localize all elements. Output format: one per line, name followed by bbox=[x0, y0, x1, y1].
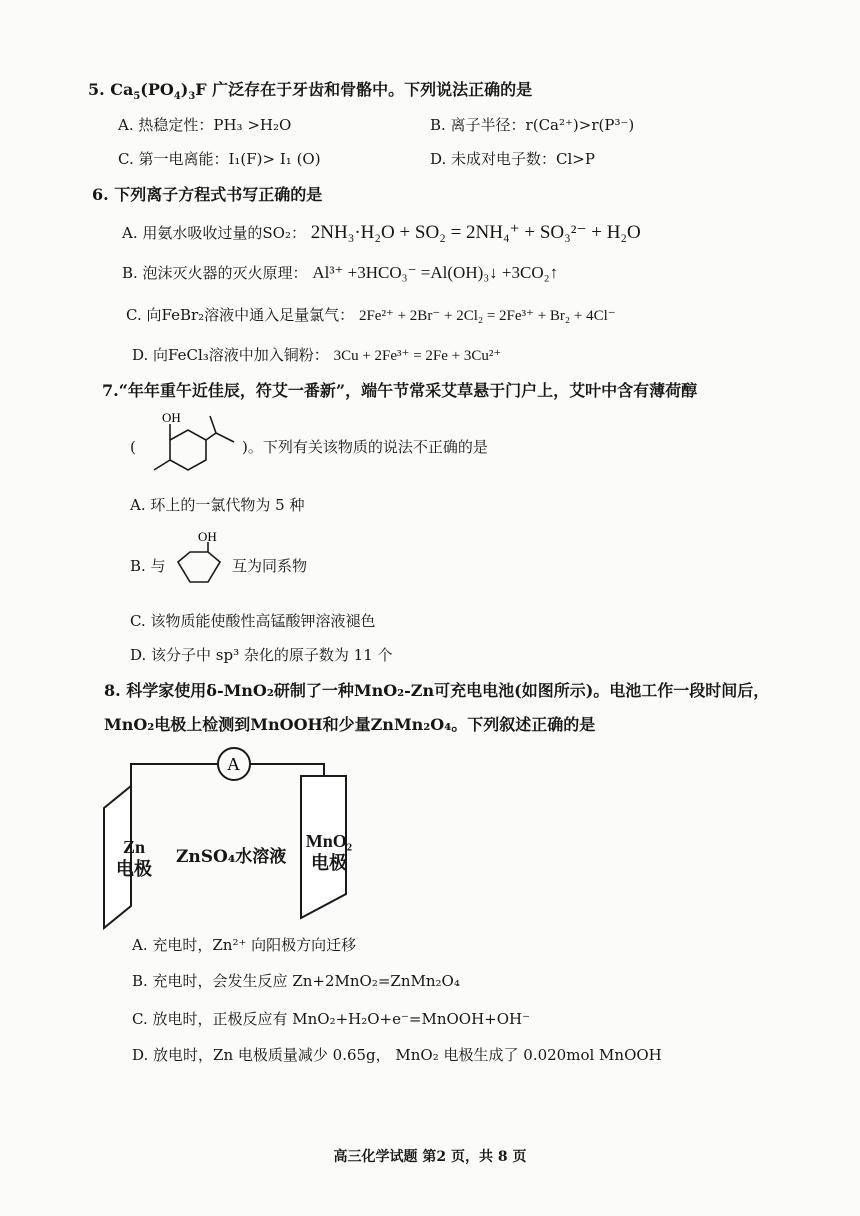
q7-option-a: A. 环上的一氯代物为 5 种 bbox=[130, 496, 305, 514]
q7-option-d: D. 该分子中 sp³ 杂化的原子数为 11 个 bbox=[130, 646, 393, 664]
q7-option-b-post: 互为同系物 bbox=[232, 557, 308, 575]
q7-paren-close: )。下列有关该物质的说法不正确的是 bbox=[242, 438, 488, 456]
q6-stem: 6. 下列离子方程式书写正确的是 bbox=[92, 185, 323, 204]
q7-paren-open: ( bbox=[130, 438, 136, 456]
q6-option-b-equation: Al³⁺ +3HCO₃⁻ =Al(OH)₃↓ +3CO₂↑ bbox=[312, 263, 559, 282]
q6-option-c bbox=[126, 304, 616, 327]
q7-stem: 7.“年年重午近佳辰，符艾一番新”，端午节常采艾草悬于门户上，艾叶中含有薄荷醇 bbox=[102, 381, 698, 400]
mno2-electrode-line2: 电极 bbox=[311, 853, 347, 873]
q5-stem: 5. $Ca_5(PO_4)_3F$ 广泛存在于牙齿和骨骼中。下列说法正确的是 bbox=[88, 80, 533, 103]
ammeter-label: A bbox=[227, 754, 240, 774]
q7-option-c: C. 该物质能使酸性高锰酸钾溶液褪色 bbox=[130, 612, 376, 630]
cyclohexanol-structure bbox=[168, 528, 230, 590]
q6-option-b-label: B. 泡沫灭火器的灭火原理： bbox=[122, 264, 308, 282]
q5-option-d: D. 未成对电子数：Cl>P bbox=[430, 150, 595, 168]
q8-stem-line1: 8. 科学家使用δ-MnO₂研制了一种MnO₂-Zn可充电电池(如图所示)。电池工作一段时间后， bbox=[104, 681, 770, 700]
q8-option-a: A. 充电时，Zn²⁺ 向阳极方向迁移 bbox=[132, 936, 357, 954]
zn-electrode-line1: Zn bbox=[122, 837, 146, 857]
hydroxyl-label: OH bbox=[162, 410, 181, 425]
q6-option-a-equation: 2NH₃·H₂O + SO₂ = 2NH₄⁺ + SO₃²⁻ + H₂O bbox=[310, 222, 641, 243]
q6-option-c-label: C. 向FeBr₂溶液中通入足量氯气： bbox=[126, 306, 355, 324]
q6-option-d-equation: 3Cu + 2Fe³⁺ = 2Fe + 3Cu²⁺ bbox=[333, 348, 502, 364]
cyclohexanol-oh-label: OH bbox=[198, 529, 217, 544]
mno2-electrode-line1: MnO₂ bbox=[305, 831, 353, 851]
q6-option-b bbox=[122, 262, 558, 284]
zn-electrode-line2: 电极 bbox=[116, 859, 152, 879]
q8-option-b: B. 充电时，会发生反应 Zn+2MnO₂=ZnMn₂O₄ bbox=[132, 972, 460, 990]
q8-option-c: C. 放电时，正极反应有 MnO₂+H₂O+e⁻=MnOOH+OH⁻ bbox=[132, 1010, 531, 1028]
q6-option-a-label: A. 用氨水吸收过量的SO₂： bbox=[122, 224, 306, 242]
q6-option-a bbox=[122, 222, 641, 244]
q5-option-c: C. 第一电离能：I₁(F)> I₁ (O) bbox=[118, 150, 321, 168]
electrolyte-label: ZnSO₄水溶液 bbox=[176, 847, 287, 867]
q6-option-d bbox=[132, 344, 501, 367]
mno2-electrode-label bbox=[304, 830, 354, 874]
q6-option-d-label: D. 向FeCl₃溶液中加入铜粉： bbox=[132, 346, 329, 364]
q5-option-a: A. 热稳定性：PH₃ >H₂O bbox=[118, 116, 292, 134]
q5-option-b: B. 离子半径：r(Ca²⁺)>r(P³⁻) bbox=[430, 116, 635, 134]
menthol-structure bbox=[140, 406, 240, 488]
q8-stem-line2: MnO₂电极上检测到MnOOH和少量ZnMn₂O₄。下列叙述正确的是 bbox=[104, 715, 596, 734]
q8-option-d: D. 放电时，Zn 电极质量减少 0.65g， MnO₂ 电极生成了 0.020mol MnOOH bbox=[132, 1046, 662, 1064]
page-footer: 高三化学试题 第2 页，共 8 页 bbox=[333, 1149, 527, 1165]
q6-option-c-equation: 2Fe²⁺ + 2Br⁻ + 2Cl₂ = 2Fe³⁺ + Br₂ + 4Cl⁻ bbox=[358, 308, 616, 324]
zn-electrode-label bbox=[112, 836, 156, 880]
q7-option-b-pre: B. 与 bbox=[130, 557, 166, 575]
